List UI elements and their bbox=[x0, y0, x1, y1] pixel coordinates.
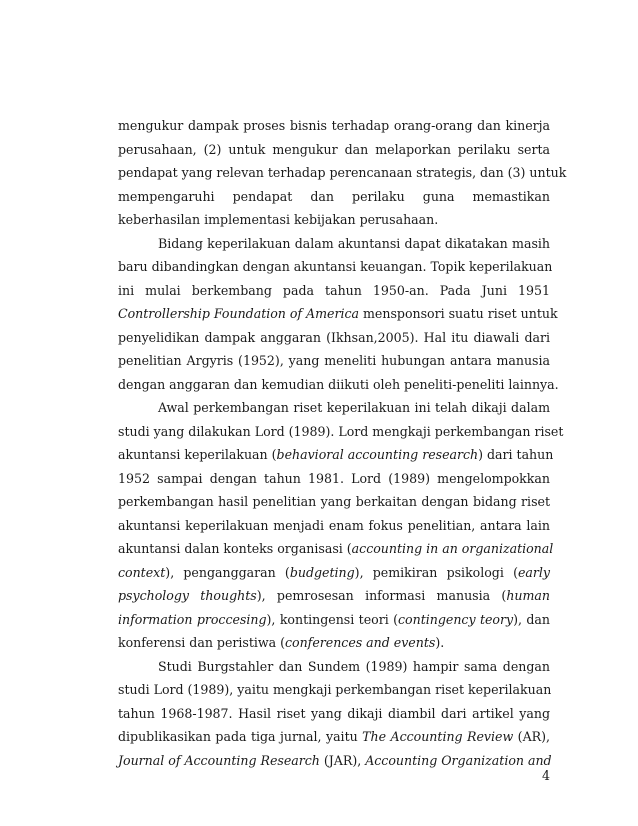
paragraph-3-line: perkembangan hasil penelitian yang berkaitan dengan bidang riset bbox=[118, 494, 550, 509]
paragraph-1-line: perusahaan, (2) untuk mengukur dan melaporkan perilaku serta bbox=[118, 141, 550, 157]
italic-text: conferences and events bbox=[285, 635, 436, 650]
paragraph-3-line bbox=[118, 584, 550, 608]
italic-text: early bbox=[517, 564, 550, 580]
italic-text: Controllership Foundation of America bbox=[118, 306, 360, 321]
italic-text: information proccesing bbox=[118, 611, 267, 627]
italic-text: accounting in an organizational bbox=[351, 541, 554, 556]
text-span: ), dan bbox=[513, 611, 551, 627]
paragraph-4-line bbox=[118, 725, 550, 749]
paragraph-4-line: tahun 1968-1987. Hasil riset yang dikaji diambil dari artikel yang bbox=[118, 705, 550, 721]
italic-text: psychology thoughts bbox=[118, 588, 257, 603]
paragraph-1-line: mempengaruhi pendapat dan perilaku guna memastikan bbox=[118, 188, 550, 204]
paragraph-1-line: keberhasilan implementasi kebijakan perusahaan. bbox=[118, 212, 439, 227]
text-span: (JAR), bbox=[319, 752, 366, 768]
paragraph-4-line: Studi Burgstahler dan Sundem (1989) hampir sama dengan bbox=[158, 658, 550, 674]
paragraph-1-line: mengukur dampak proses bisnis terhadap orang-orang dan kinerja bbox=[118, 118, 550, 133]
paragraph-3-line: akuntansi keperilakuan menjadi enam fokus penelitian, antara lain bbox=[118, 517, 550, 533]
text-span: ) dari tahun bbox=[478, 447, 554, 462]
paragraph-3-line: studi yang dilakukan Lord (1989). Lord mengkaji perkembangan riset bbox=[118, 423, 564, 439]
italic-text: budgeting bbox=[289, 564, 355, 580]
text-span: konferensi dan peristiwa ( bbox=[118, 635, 285, 650]
page-number: 4 bbox=[542, 768, 550, 783]
paragraph-2-line: Bidang keperilakuan dalam akuntansi dapat dikatakan masih bbox=[158, 235, 550, 251]
text-span: ), kontingensi teori ( bbox=[266, 611, 399, 627]
italic-text: contingency teory bbox=[398, 611, 514, 627]
paragraph-2-line: penyelidikan dampak anggaran (Ikhsan,2005). Hal itu diawali dari bbox=[118, 329, 550, 345]
text-span: ), pemrosesan informasi manusia ( bbox=[256, 588, 507, 603]
paragraph-3-line bbox=[118, 608, 550, 632]
text-span: akuntansi dalan konteks organisasi ( bbox=[118, 541, 352, 556]
italic-text: Accounting Organization and bbox=[365, 752, 552, 768]
paragraph-2-line: baru dibandingkan dengan akuntansi keuangan. Topik keperilakuan bbox=[118, 259, 553, 274]
paragraph-3-line bbox=[118, 631, 550, 655]
text-span: ), pemikiran psikologi ( bbox=[354, 564, 518, 580]
paragraph-1-line: pendapat yang relevan terhadap perencanaan strategis, dan (3) untuk bbox=[118, 165, 567, 180]
paragraph-3-line bbox=[118, 561, 550, 585]
paragraph-4-line: studi Lord (1989), yaitu mengkaji perkembangan riset keperilakuan bbox=[118, 682, 552, 697]
paragraph-3-line: 1952 sampai dengan tahun 1981. Lord (1989) mengelompokkan bbox=[118, 470, 550, 486]
italic-text: human bbox=[506, 588, 550, 603]
paragraph-4-line bbox=[118, 749, 550, 773]
body-text bbox=[118, 114, 567, 772]
text-span: ), penganggaran ( bbox=[165, 564, 290, 580]
paragraph-2-line: dengan anggaran dan kemudian diikuti oleh peneliti-peneliti lainnya. bbox=[118, 376, 559, 392]
paragraph-3-line bbox=[118, 443, 554, 467]
italic-text: context bbox=[118, 564, 166, 580]
italic-text: The Accounting Review bbox=[362, 729, 514, 744]
text-span: akuntansi keperilakuan ( bbox=[118, 447, 277, 462]
paragraph-3-line: Awal perkembangan riset keperilakuan ini telah dikaji dalam bbox=[158, 400, 550, 415]
text-span: mensponsori suatu riset untuk bbox=[359, 306, 558, 321]
paragraph-3-line bbox=[118, 537, 554, 561]
paragraph-2-line: ini mulai berkembang pada tahun 1950-an. Pada Juni 1951 bbox=[118, 282, 550, 298]
paragraph-2-line bbox=[118, 302, 558, 326]
italic-text: Journal of Accounting Research bbox=[118, 752, 320, 768]
text-span: (AR), bbox=[513, 729, 550, 744]
text-span: ). bbox=[435, 635, 445, 650]
paragraph-2-line: penelitian Argyris (1952), yang meneliti hubungan antara manusia bbox=[118, 353, 550, 368]
italic-text: behavioral accounting research bbox=[276, 447, 479, 462]
text-span: dipublikasikan pada tiga jurnal, yaitu bbox=[118, 729, 363, 744]
